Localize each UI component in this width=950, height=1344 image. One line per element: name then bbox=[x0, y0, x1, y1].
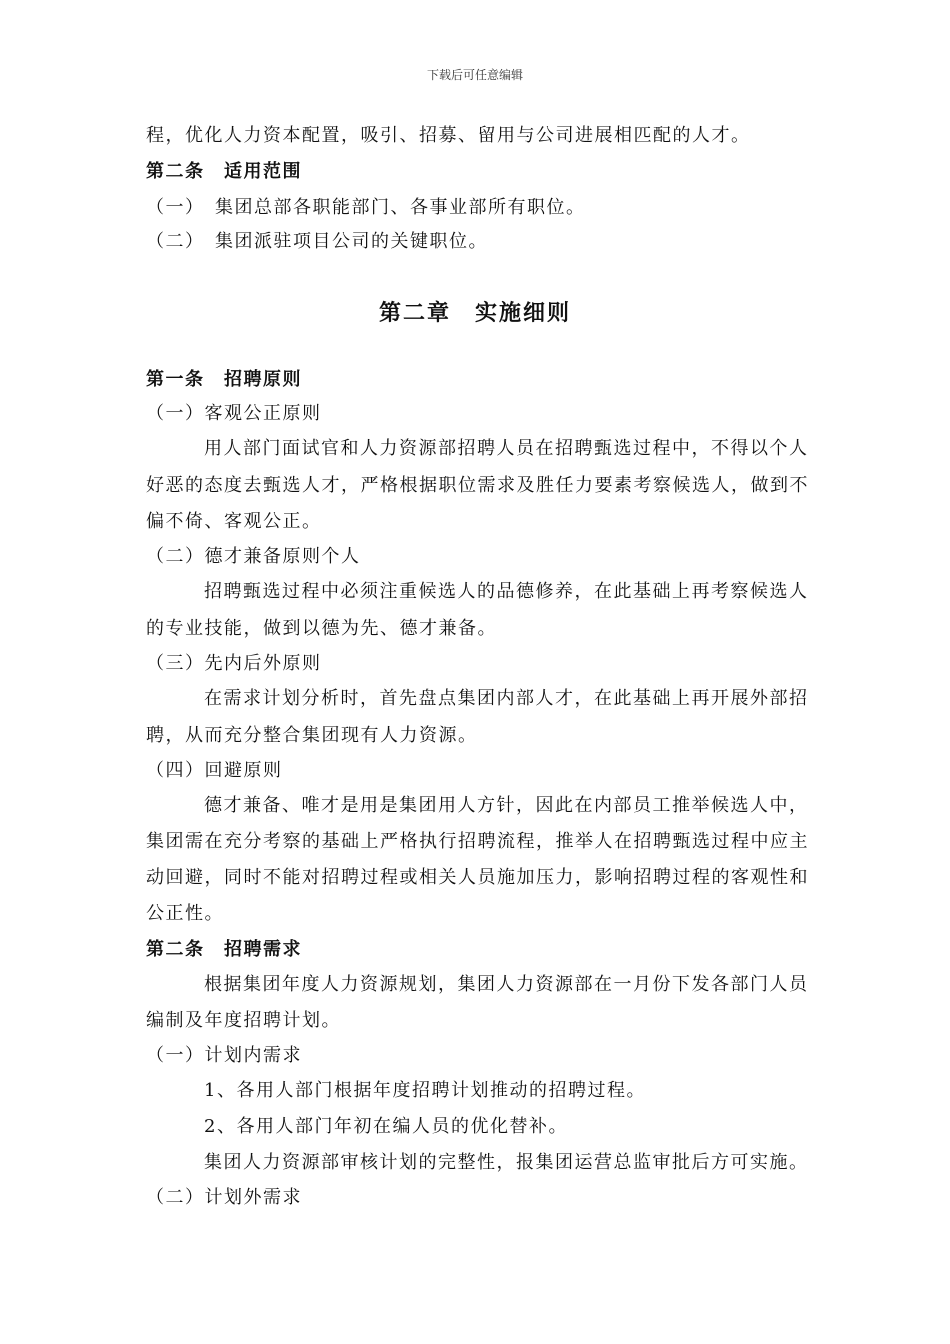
body-line: 集团人力资源部审核计划的完整性，报集团运营总监审批后方可实施。 bbox=[204, 1152, 809, 1173]
body-line: 用人部门面试官和人力资源部招聘人员在招聘甄选过程中，不得以个人 bbox=[204, 438, 809, 459]
list-item: （二） 集团派驻项目公司的关键职位。 bbox=[146, 231, 488, 252]
list-item: （一） 集团总部各职能部门、各事业部所有职位。 bbox=[146, 197, 586, 218]
article-heading: 第一条 招聘原则 bbox=[146, 369, 302, 390]
subsection-heading: （二）计划外需求 bbox=[146, 1187, 302, 1208]
body-line: 好恶的态度去甄选人才，严格根据职位需求及胜任力要素考察候选人，做到不 bbox=[146, 475, 809, 496]
body-line: 的专业技能，做到以德为先、德才兼备。 bbox=[146, 618, 497, 639]
body-line: 在需求计划分析时，首先盘点集团内部人才，在此基础上再开展外部招 bbox=[204, 688, 809, 709]
body-line: 根据集团年度人力资源规划，集团人力资源部在一月份下发各部门人员 bbox=[204, 974, 809, 995]
subsection-heading: （四）回避原则 bbox=[146, 760, 283, 781]
body-line: 偏不倚、客观公正。 bbox=[146, 511, 322, 532]
page-header: 下载后可任意编辑 bbox=[426, 68, 523, 82]
list-item: 1、各用人部门根据年度招聘计划推动的招聘过程。 bbox=[204, 1080, 646, 1101]
body-line: 程，优化人力资本配置，吸引、招募、留用与公司进展相匹配的人才。 bbox=[146, 125, 751, 146]
article-heading: 第二条 适用范围 bbox=[146, 161, 302, 182]
body-line: 公正性。 bbox=[146, 903, 224, 924]
body-line: 德才兼备、唯才是用是集团用人方针，因此在内部员工推举候选人中， bbox=[204, 795, 809, 816]
subsection-heading: （三）先内后外原则 bbox=[146, 653, 322, 674]
body-line: 编制及年度招聘计划。 bbox=[146, 1010, 341, 1031]
body-line: 招聘甄选过程中必须注重候选人的品德修养，在此基础上再考察候选人 bbox=[204, 581, 809, 602]
body-line: 动回避，同时不能对招聘过程或相关人员施加压力，影响招聘过程的客观性和 bbox=[146, 867, 809, 888]
subsection-heading: （一）计划内需求 bbox=[146, 1045, 302, 1066]
article-heading: 第二条 招聘需求 bbox=[146, 939, 302, 960]
subsection-heading: （二）德才兼备原则个人 bbox=[146, 546, 361, 567]
subsection-heading: （一）客观公正原则 bbox=[146, 403, 322, 424]
chapter-title: 第二章 实施细则 bbox=[378, 301, 571, 326]
body-line: 聘，从而充分整合集团现有人力资源。 bbox=[146, 725, 478, 746]
list-item: 2、各用人部门年初在编人员的优化替补。 bbox=[204, 1116, 568, 1137]
body-line: 集团需在充分考察的基础上严格执行招聘流程，推举人在招聘甄选过程中应主 bbox=[146, 831, 809, 852]
